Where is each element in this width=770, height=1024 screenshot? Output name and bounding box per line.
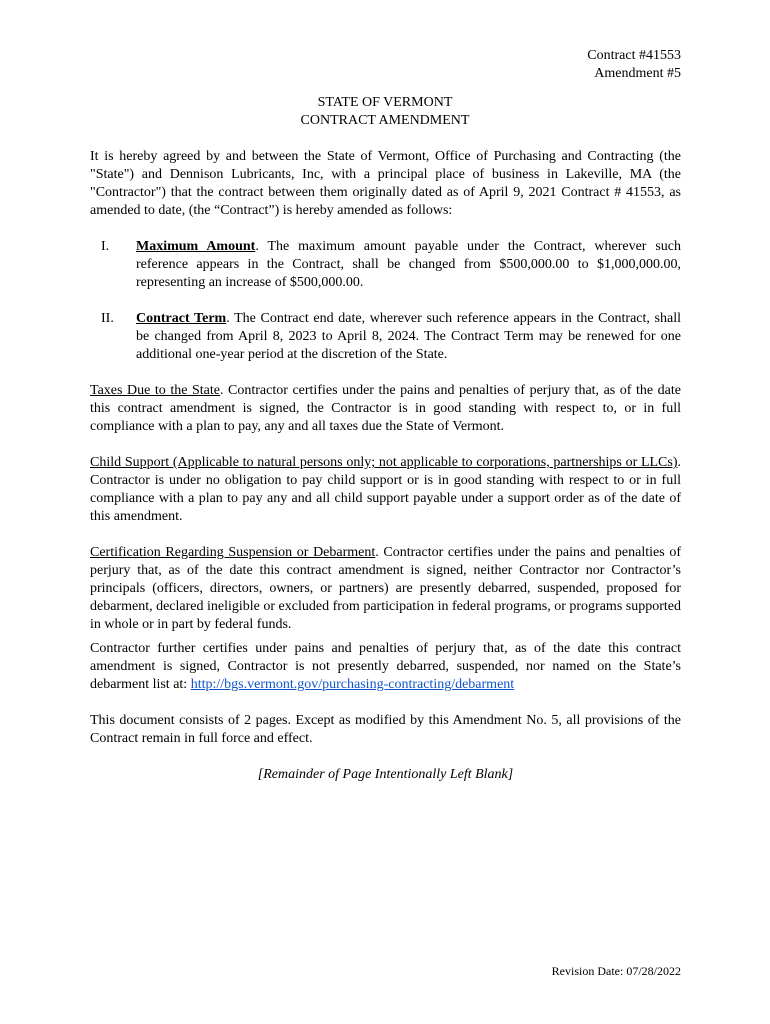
taxes-text: . Contractor certifies under the pains and penalties of perjury that, as of the date this contract amendment is signed, the Contractor is in good standing with respect to, or in full compliance with a plan to pay, any and all taxes due the State of Vermont. bbox=[90, 383, 681, 434]
further-text: Contractor further certifies under pains and penalties of perjury that, as of the date this contract amendment is signed, Contractor is not presently debarred, suspended, nor named on the State’s debarment list at: bbox=[90, 641, 681, 692]
certification-text: . Contractor certifies under the pains and penalties of perjury that, as of the date this contract amendment is signed, neither Contractor nor Contractor’s principals (officers, directors, owners, or partners) are presently debarred, suspended, proposed for debarment, declared ineligible or excluded from participation in federal programs, or programs supported in whole or in part by federal funds. bbox=[90, 545, 681, 632]
amendment-number: Amendment #5 bbox=[594, 66, 681, 81]
child-support-text: . Contractor is under no obligation to pay child support or is in good standing with respect to or in full compliance with a plan to pay any and all child support payable under a support order as of the date of this amendment. bbox=[90, 455, 681, 524]
contract-number: Contract #41553 bbox=[587, 48, 681, 63]
amendment-item-1 bbox=[90, 238, 681, 292]
amendment-item-2 bbox=[90, 310, 681, 364]
child-support-heading: Child Support (Applicable to natural persons only; not applicable to corporations, partnerships or LLCs) bbox=[90, 455, 678, 470]
closing-paragraph: This document consists of 2 pages. Except as modified by this Amendment No. 5, all provisions of the Contract remain in full force and effect. bbox=[90, 713, 681, 746]
document-title bbox=[0, 94, 770, 130]
title-line-2: CONTRACT AMENDMENT bbox=[300, 113, 470, 128]
remainder-note: [Remainder of Page Intentionally Left Blank] bbox=[257, 767, 514, 782]
taxes-heading: Taxes Due to the State bbox=[90, 383, 220, 398]
contract-reference bbox=[587, 47, 681, 83]
further-certification-paragraph bbox=[90, 640, 681, 694]
child-support-paragraph bbox=[90, 454, 681, 526]
item-numeral: II. bbox=[101, 311, 114, 326]
certification-paragraph bbox=[90, 544, 681, 634]
revision-date: Revision Date: 07/28/2022 bbox=[551, 964, 681, 978]
item-text: . The Contract end date, wherever such reference appears in the Contract, shall be changed from April 8, 2023 to April 8, 2024. The Contract Term may be renewed for one additional one-year period at the discretion of the State. bbox=[136, 311, 681, 362]
certification-heading: Certification Regarding Suspension or Debarment bbox=[90, 545, 376, 560]
title-line-1: STATE OF VERMONT bbox=[317, 95, 453, 110]
item-text: . The maximum amount payable under the Contract, wherever such reference appears in the Contract, shall be changed from $500,000.00 to $1,000,000.00, representing an increase of $500,000.00. bbox=[136, 239, 682, 290]
intro-paragraph: It is hereby agreed by and between the State of Vermont, Office of Purchasing and Contracting (the "State") and Dennison Lubricants, Inc, with a principal place of business in Lakeville, MA (the "Contractor") that the contract between them originally dated as of April 9, 2021 Contract # 41553, as amended to date, (the “Contract”) is hereby amended as follows: bbox=[90, 149, 681, 218]
document-body bbox=[90, 148, 681, 784]
item-numeral: I. bbox=[101, 239, 110, 254]
item-heading: Maximum Amount bbox=[136, 239, 256, 254]
taxes-paragraph bbox=[90, 382, 681, 436]
debarment-list-link[interactable]: http://bgs.vermont.gov/purchasing-contracting/debarment bbox=[190, 677, 515, 692]
item-heading: Contract Term bbox=[136, 311, 227, 326]
